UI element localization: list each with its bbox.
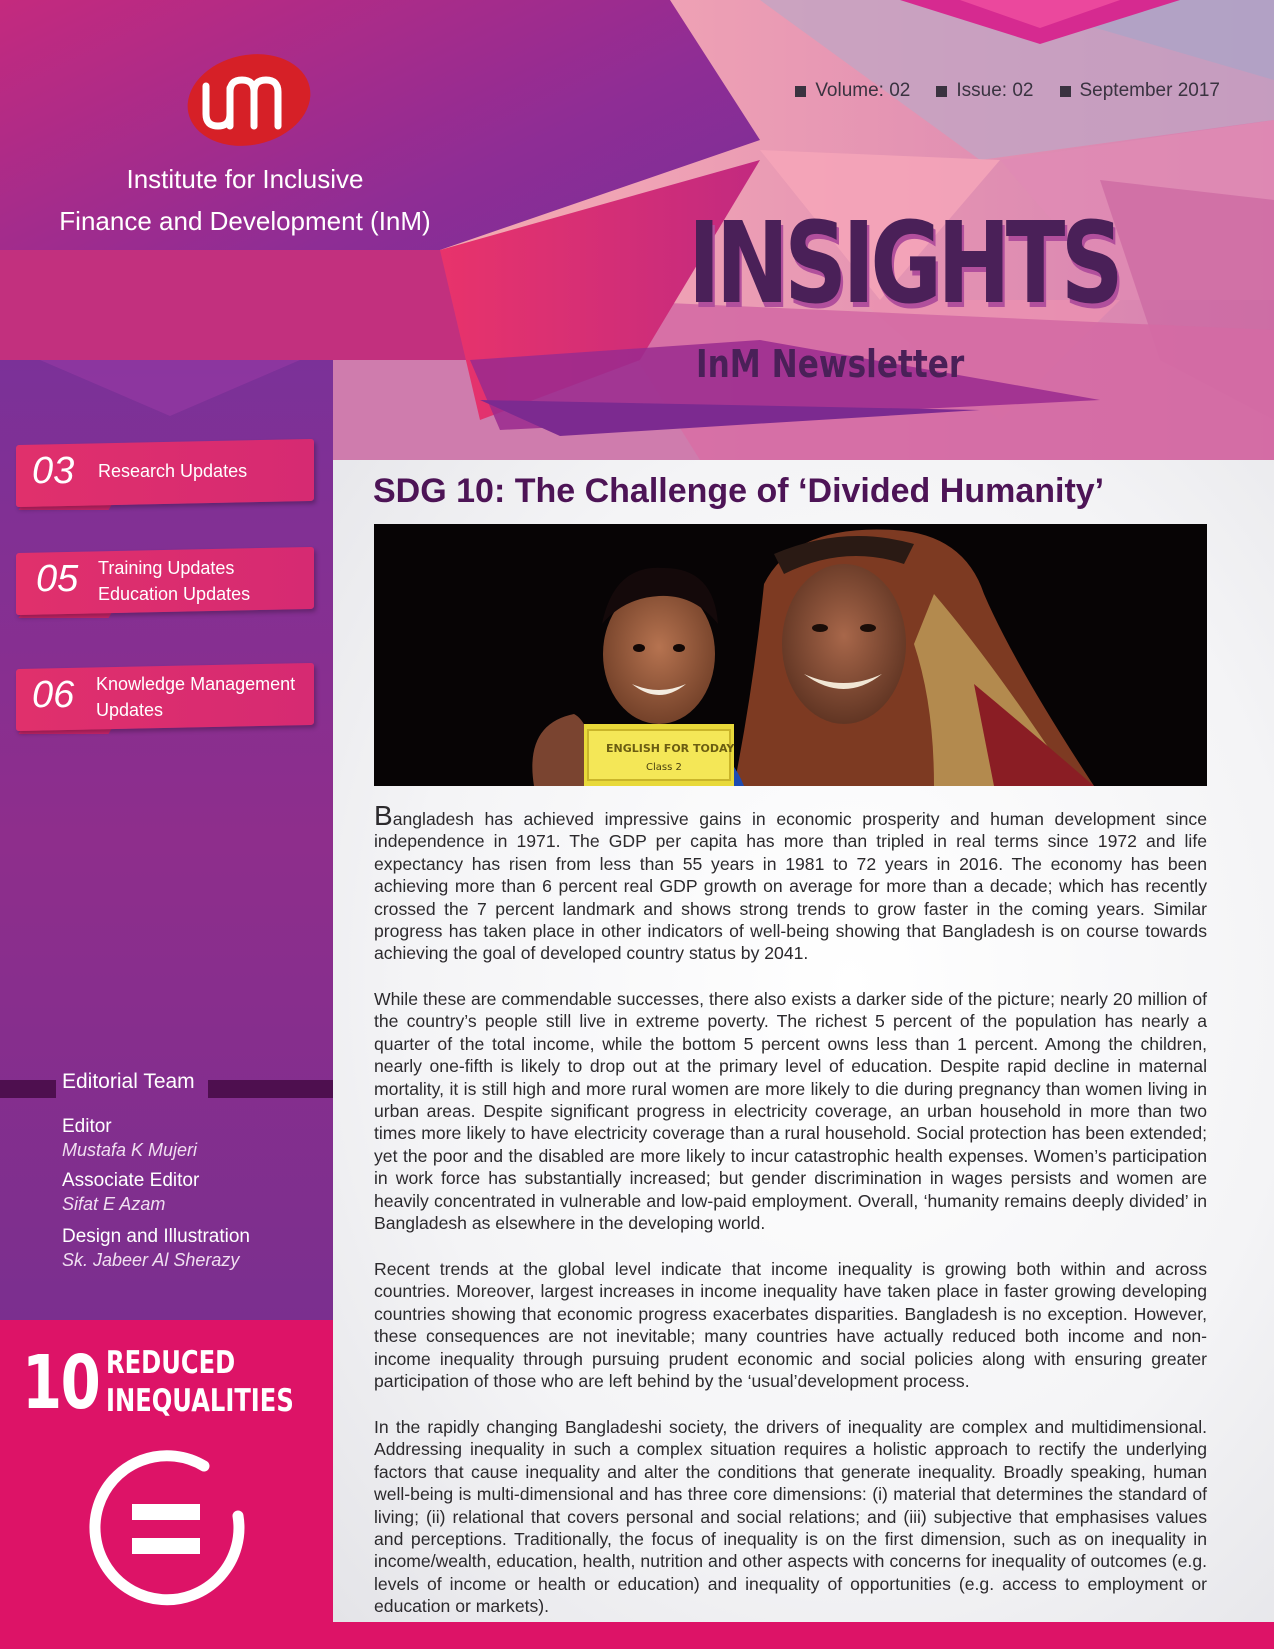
square-bullet-icon: [936, 86, 947, 97]
associate-editor-role: Associate Editor: [62, 1170, 200, 1191]
editor-role: Editor: [62, 1116, 112, 1137]
book-title: ENGLISH FOR TODAY: [606, 742, 735, 755]
toc-page-number: 06: [32, 674, 75, 716]
sdg-label: REDUCED INEQUALITIES: [106, 1345, 294, 1419]
organization-name-line1: Institute for Inclusive: [126, 164, 364, 194]
toc-label: Research Updates: [98, 461, 248, 481]
toc-page-number: 03: [32, 450, 75, 492]
toc-item-research[interactable]: [16, 442, 314, 504]
newsletter-subtitle: InM Newsletter: [696, 342, 965, 386]
toc-label: Knowledge Management Updates: [96, 674, 296, 720]
dropcap: B: [374, 800, 393, 831]
sidebar-chevron: [0, 360, 333, 420]
article-photo: [374, 524, 1207, 786]
inm-logo: [186, 52, 312, 148]
article-paragraph-4: In the rapidly changing Bangladeshi society, the drivers of inequality are complex and multidimensional. Addressing inequality in such a complex situation requires a holistic approach to rectify the underlying factors that cause inequality and alter the conditions that generate inequality. Broadly speaking, human well-being is multi-dimensional and has three core dimensions: (i) material that determines the standard of living; (ii) relational that covers personal and social relations; and (iii) subjective that emphasises values and perceptions. Traditionally, the focus of inequality is on the first dimension, such as on inequality in income/wealth, education, health, nutrition and other aspects with concerns for inequality of outcomes (e.g. levels of income or health or education) and inequality of opportunities (e.g. access to employment or education or markets).: [374, 1417, 1207, 1617]
associate-editor-name: Sifat E Azam: [62, 1194, 166, 1214]
newsletter-title: INSIGHTS: [688, 199, 1119, 329]
date-label: September 2017: [1060, 80, 1221, 102]
article-paragraph-2: While these are commendable successes, there also exists a darker side of the picture; nearly 20 million of the country’s people still live in extreme poverty. The richest 5 percent of the population has nearly a quarter of the total income, while the bottom 5 percent owns less than 1 percent. Among the children, nearly one-fifth is likely to drop out at the primary level of education. Despite rapid decline in maternal mortality, it is still high and more rural women are more likely to die during pregnancy than women living in urban areas. Despite significant progress in electricity coverage, an urban household in more than two times more likely to have electricity coverage than a rural household. Social protection has been extended; yet the poor and the disabled are more likely to incur catastrophic health expenses. Women’s participation in work force has substantially increased; but gender discrimination in wages persists and women are heavily concentrated in vulnerable and low-paid employment. Overall, ‘humanity remains deeply divided’ in Bangladesh as elsewhere in the developing world.: [374, 989, 1207, 1234]
article-paragraph-1: Bangladesh has achieved impressive gains in economic prosperity and human development since independence in 1971. The GDP per capita has more than tripled in real terms since 1972 and life expectancy has risen from less than 55 years in 1981 to 72 years in 2016. The economy has been achieving more than 6 percent real GDP growth on average for more than a decade; which has recently crossed the 7 percent landmark and shows strong trends to grow faster in the coming years. Similar progress has taken place in other indicators of well-being showing that Bangladesh is on course towards achieving the goal of developed country status by 2041.: [374, 800, 1207, 964]
article: [333, 460, 1274, 1622]
editor-name: Mustafa K Mujeri: [62, 1140, 198, 1160]
toc-label: Training Updates Education Updates: [98, 558, 251, 604]
toc-item-knowledge[interactable]: [16, 666, 314, 728]
article-title: SDG 10: The Challenge of ‘Divided Humanity’: [373, 472, 1105, 510]
toc-item-training[interactable]: [16, 550, 314, 612]
sdg-number: 10: [22, 1340, 100, 1426]
sidebar: [0, 360, 333, 1320]
footer-strip: [333, 1622, 1274, 1649]
design-name: Sk. Jabeer Al Sherazy: [62, 1250, 240, 1270]
design-role: Design and Illustration: [62, 1226, 250, 1247]
equals-circle-icon: [86, 1446, 246, 1616]
article-paragraph-3: Recent trends at the global level indicate that income inequality is growing both within and across countries. Moreover, largest increases in income inequality have taken place in faster growing developing countries showing that economic progress exacerbates disparities. Bangladesh is no exception. However, these consequences are not inevitable; many countries have actually reduced both income and non-income inequality through pursuing prudent economic and social policies along with ensuring greater participation of those who are left behind by the ‘usual’development process.: [374, 1259, 1207, 1392]
volume-label: Volume: 02: [795, 80, 910, 102]
toc-page-number: 05: [36, 558, 79, 600]
organization-name: [30, 158, 460, 242]
book-class: Class 2: [646, 762, 682, 773]
editorial-heading: Editorial Team: [62, 1070, 195, 1093]
issue-label: Issue: 02: [936, 80, 1033, 102]
organization-name-line2: Finance and Development (InM): [59, 206, 431, 236]
issue-meta: [795, 80, 1220, 102]
sdg10-badge: [0, 1320, 333, 1649]
square-bullet-icon: [1060, 86, 1071, 97]
square-bullet-icon: [795, 86, 806, 97]
